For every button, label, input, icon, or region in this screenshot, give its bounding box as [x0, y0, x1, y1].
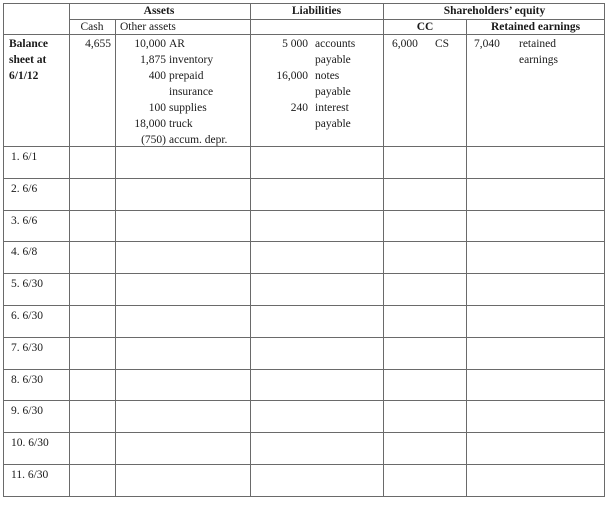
- re-name-line1: retained: [519, 38, 557, 50]
- other-asset-amount: (750): [141, 134, 166, 146]
- other-asset-amount: 100: [148, 102, 166, 114]
- row-line: [3, 400, 605, 401]
- transaction-label: 8. 6/30: [11, 373, 43, 386]
- balance-sheet-table: [3, 3, 605, 496]
- other-asset-name: insurance: [169, 86, 214, 98]
- row-line: [3, 305, 605, 306]
- transaction-label: 1. 6/1: [11, 151, 38, 163]
- header-divider: [69, 19, 605, 20]
- other-asset-amount: 1,875: [140, 54, 166, 66]
- other-asset-amount: 18,000: [134, 118, 166, 130]
- header-bottom-line: [3, 34, 605, 35]
- top-border: [3, 3, 605, 4]
- row-line: [3, 369, 605, 370]
- transaction-label: 9. 6/30: [11, 405, 43, 418]
- row-line: [3, 337, 605, 338]
- liability-name: accounts: [315, 38, 356, 50]
- row-line: [3, 241, 605, 242]
- re-amount: 7,040: [474, 38, 500, 50]
- liability-name: payable: [315, 54, 351, 66]
- other-assets-header: Other assets: [120, 21, 176, 33]
- transaction-label: 5. 6/30: [11, 278, 43, 291]
- row-line: [3, 432, 605, 433]
- transaction-label: 6. 6/30: [11, 310, 43, 322]
- row-line: [3, 273, 605, 274]
- cc-name: CS: [435, 38, 450, 50]
- transaction-label: 2. 6/6: [11, 182, 38, 195]
- cc-header: CC: [416, 21, 434, 33]
- cash-header: Cash: [80, 21, 104, 33]
- row-line: [3, 496, 605, 497]
- liability-name: notes: [315, 70, 340, 82]
- column-line: [69, 3, 70, 496]
- liability-amount: 16,000: [276, 70, 308, 82]
- re-name-line2: earnings: [519, 54, 558, 66]
- other-asset-name: prepaid: [169, 70, 204, 82]
- row-line: [3, 210, 605, 211]
- column-line: [115, 19, 116, 496]
- liability-amount: 240: [290, 102, 308, 114]
- column-line: [3, 3, 4, 496]
- transaction-label: 3. 6/6: [11, 214, 38, 227]
- other-asset-amount: 10,000: [134, 38, 166, 50]
- column-line: [604, 3, 605, 496]
- row-line: [3, 146, 605, 147]
- transaction-label: 11. 6/30: [11, 469, 49, 481]
- cc-amount: 6,000: [392, 38, 418, 50]
- assets-header: Assets: [143, 5, 175, 17]
- transaction-label: 7. 6/30: [11, 341, 43, 354]
- balance-cash: 4,655: [85, 38, 111, 50]
- row-line: [3, 464, 605, 465]
- liabilities-header: Liabilities: [291, 5, 342, 17]
- liability-name: interest: [315, 102, 349, 114]
- liability-name: payable: [315, 86, 351, 98]
- equity-header: Shareholders’ equity: [443, 5, 546, 17]
- retained-earnings-header: Retained earnings: [490, 21, 581, 33]
- other-asset-name: accum. depr.: [169, 134, 228, 146]
- other-asset-name: supplies: [169, 102, 207, 114]
- row-line: [3, 178, 605, 179]
- column-line: [466, 19, 467, 496]
- balance-label-line3: 6/1/12: [9, 70, 39, 82]
- other-asset-name: AR: [169, 38, 185, 50]
- liability-amount: 5 000: [282, 38, 308, 50]
- column-line: [250, 3, 251, 496]
- column-line: [383, 3, 384, 496]
- liability-name: payable: [315, 118, 351, 130]
- balance-label-line2: sheet at: [9, 54, 47, 66]
- other-asset-amount: 400: [148, 70, 166, 82]
- other-asset-name: truck: [169, 118, 193, 130]
- other-asset-name: inventory: [169, 54, 214, 66]
- transaction-label: 4. 6/8: [11, 246, 38, 259]
- transaction-label: 10. 6/30: [11, 437, 49, 450]
- balance-label-line1: Balance: [9, 38, 48, 50]
